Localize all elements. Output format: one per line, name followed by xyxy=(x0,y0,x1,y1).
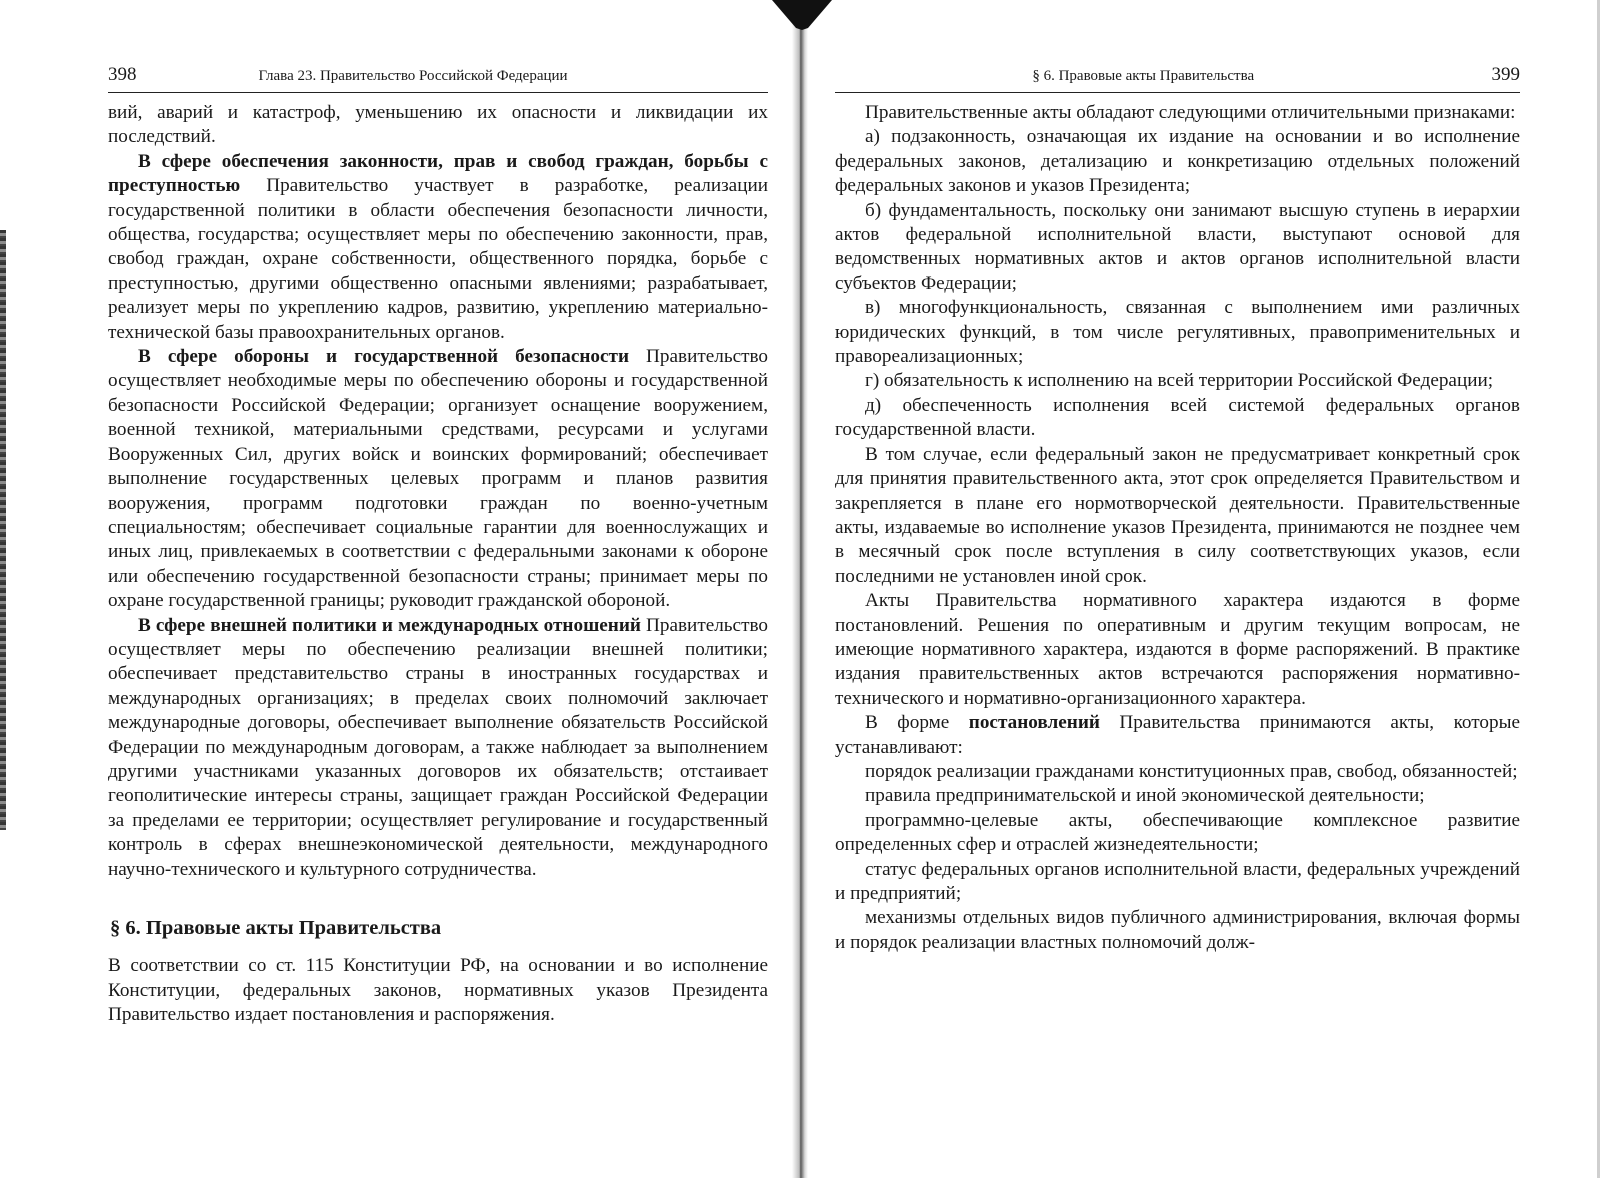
paragraph-text: вий, аварий и катастроф, уменьшению их опасности и ликвидации их последствий. xyxy=(108,102,768,148)
list-item: программно-целевые акты, обеспечивающие комплексное развитие определенных сфер и отраслей жизнедеятельности; xyxy=(835,809,1520,856)
paragraph xyxy=(108,614,768,882)
paragraph-text: Правительства принимаются акты, которые устанавливают: xyxy=(835,712,1520,758)
left-page-header xyxy=(108,64,768,93)
right-page-header xyxy=(835,64,1520,93)
left-page-body xyxy=(108,101,768,1028)
page-number: 398 xyxy=(108,64,137,85)
paragraph-bold: постановлений xyxy=(968,712,1100,734)
running-header: Глава 23. Правительство Российской Федерации xyxy=(258,68,568,84)
list-item: а) подзаконность, означающая их издание на основании и во исполнение федеральных законов, детализацию и конкретизацию отдельных положений федеральных законов и указов Президента; xyxy=(835,126,1520,197)
paragraph xyxy=(108,150,768,345)
list-item: г) обязательность к исполнению на всей территории Российской Федерации; xyxy=(865,370,1494,392)
paragraph-text: Правительство осуществляет необходимые меры по обеспечению обороны и государственной безопасности Российской Федерации; организует оснащение вооружением, военной техникой, материальными средствами, ресурсами и услугами Вооруженных Сил, других войск и воинских формирований; обеспечивает выполнение государственных целевых программ и планов развития вооружения, программ подготовки граждан по военно-учетным специальностям; обеспечивает социальные гарантии для военнослужащих и иных лиц, привлекаемых в соответствии с федеральными законами к обороне или обеспечению государственной безопасности страны; принимает меры по охране государственной границы; руководит гражданской обороной. xyxy=(108,346,769,612)
list-item: д) обеспеченность исполнения всей системой федеральных органов государственной власти. xyxy=(835,394,1520,441)
list-item: механизмы отдельных видов публичного администрирования, включая формы и порядок реализации властных полномочий долж- xyxy=(835,907,1520,953)
paragraph: В соответствии со ст. 115 Конституции РФ, на основании и во исполнение Конституции, федеральных законов, нормативных указов Президента Правительство издает постановления и распоряжения. xyxy=(108,955,768,1026)
list-item: правила предпринимательской и иной экономической деятельности; xyxy=(865,785,1425,807)
right-page-body xyxy=(835,101,1520,955)
paragraph-text: Правительство участвует в разработке, реализации государственной политики в области обеспечения безопасности личности, общества, государства; осуществляет меры по обеспечению законности, прав, свобод граждан, охране собственности, общественного порядка, борьбе с преступностью, другими общественно опасными явлениями; разрабатывает, реализует меры по укреплению кадров, развитию, укреплению материально-технической базы правоохранительных органов. xyxy=(108,175,768,343)
paragraph: В том случае, если федеральный закон не предусматривает конкретный срок для принятия правительственного акта, этот срок определяется Правительством и закрепляется в плане его нормотворческой деятельности. Правительственные акты, издаваемые во исполнение указов Президента, принимаются не позднее чем в месячный срок после вступления в силу соответствующих указов, если последними не установлен иной срок. xyxy=(835,443,1520,587)
paragraph-text: Правительство осуществляет меры по обеспечению реализации внешней политики; обеспечивает представительство страны в иностранных государствах и международных организациях; в пределах своих полномочий заключает международные договоры, обеспечивает выполнение обязательств Российской Федерации по международным договорам, а также наблюдает за выполнением другими участниками указанных договоров их обязательств; отстаивает геополитические интересы страны, защищает граждан Российской Федерации за пределами ее территории; осуществляет регулирование и государственный контроль в сферах внешнеэкономической деятельности, международного научно-технического и культурного сотрудничества. xyxy=(108,614,768,880)
right-page xyxy=(815,0,1600,1178)
running-header: § 6. Правовые акты Правительства xyxy=(1032,68,1255,84)
list-item: в) многофункциональность, связанная с выполнением ими различных юридических функций, в том числе регулятивных, правоприменительных и правореализационных; xyxy=(835,297,1520,368)
paragraph xyxy=(835,711,1520,760)
paragraph xyxy=(108,101,768,150)
paragraph-text: В форме xyxy=(865,712,969,734)
paragraph-lead: В сфере обеспечения законности, прав и свобод граждан, борьбы с преступностью xyxy=(108,150,768,197)
paragraph xyxy=(108,345,768,613)
list-item: порядок реализации гражданами конституционных прав, свобод, обязанностей; xyxy=(865,760,1518,782)
paragraph: Правительственные акты обладают следующими отличительными признаками: xyxy=(865,102,1516,123)
page-number: 399 xyxy=(1491,64,1520,85)
list-item: статус федеральных органов исполнительной власти, федеральных учреждений и предприятий; xyxy=(835,858,1520,904)
section-heading: § 6. Правовые акты Правительства xyxy=(110,917,442,939)
paragraph-lead: В сфере внешней политики и международных отношений xyxy=(138,614,641,636)
paragraph-lead: В сфере обороны и государственной безопасности xyxy=(138,346,630,368)
paragraph: Акты Правительства нормативного характера издаются в форме постановлений. Решения по оперативным и другим текущим вопросам, не имеющие нормативного характера, издаются в форме распоряжений. В практике издания правительственных актов встречаются распоряжения нормативно-технического и нормативно-организационного характера. xyxy=(835,590,1520,709)
list-item: б) фундаментальность, поскольку они занимают высшую ступень в иерархии актов федеральной исполнительной власти, выступают основой для ведомственных нормативных актов и актов органов исполнительной власти субъектов Федерации; xyxy=(835,199,1520,294)
